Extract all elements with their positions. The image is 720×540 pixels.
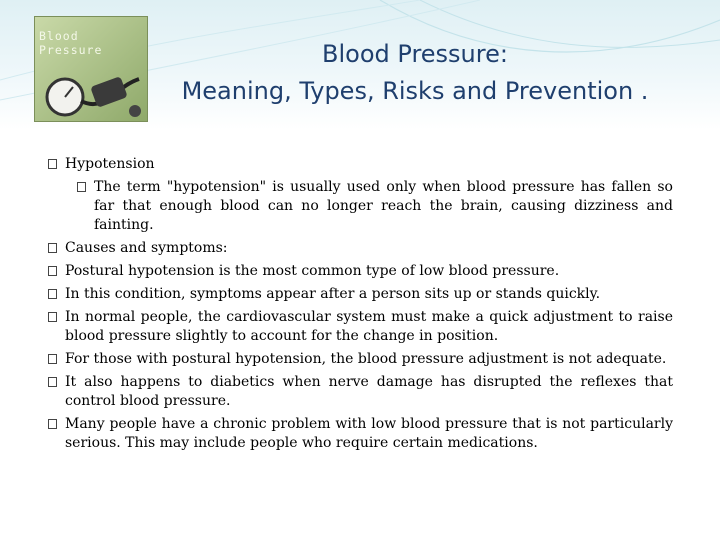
bullet-item: [48, 415, 673, 453]
bullet-item: [48, 373, 673, 411]
bullet-text: In this condition, symptoms appear after a person sits up or stands quickly.: [65, 286, 601, 302]
slide-title: [150, 36, 680, 110]
bullet-box-icon: [48, 243, 57, 253]
bullet-box-icon: [48, 266, 57, 276]
blood-pressure-logo: [34, 16, 148, 122]
bullet-box-icon: [48, 419, 57, 429]
title-line-1: Blood Pressure:: [322, 40, 508, 68]
bullet-text: In normal people, the cardiovascular system must make a quick adjustment to raise blood pressure slightly to account for the change in position.: [65, 309, 673, 344]
bullet-text: Hypotension: [65, 156, 155, 172]
bullet-item: [48, 285, 673, 304]
bullet-text: Many people have a chronic problem with low blood pressure that is not particularly serious. This may include people who require certain medications.: [65, 416, 673, 451]
bullet-box-icon: [48, 289, 57, 299]
bullet-text: Postural hypotension is the most common type of low blood pressure.: [65, 263, 560, 279]
bullet-text: Causes and symptoms:: [65, 240, 228, 256]
logo-text: Blood Pressure: [39, 29, 103, 57]
bullet-box-icon: [48, 312, 57, 322]
bullet-item: [48, 262, 673, 281]
bullet-text: It also happens to diabetics when nerve damage has disrupted the reflexes that control blood pressure.: [65, 374, 673, 409]
bullet-list: [48, 155, 673, 453]
bullet-box-icon: [48, 354, 57, 364]
bullet-box-icon: [77, 182, 86, 192]
bullet-box-icon: [48, 377, 57, 387]
bullet-item: [48, 308, 673, 346]
bullet-text: For those with postural hypotension, the blood pressure adjustment is not adequate.: [65, 351, 667, 367]
slide-header: [0, 0, 720, 130]
bullet-item: [48, 350, 673, 369]
bullet-box-icon: [48, 159, 57, 169]
bullet-text: The term "hypotension" is usually used only when blood pressure has fallen so far that enough blood can no longer reach the brain, causing dizziness and fainting.: [94, 179, 673, 233]
sub-bullet-item: [48, 178, 673, 235]
bullet-item: [48, 155, 673, 174]
title-line-2: Meaning, Types, Risks and Prevention .: [181, 77, 649, 105]
bullet-item: [48, 239, 673, 258]
